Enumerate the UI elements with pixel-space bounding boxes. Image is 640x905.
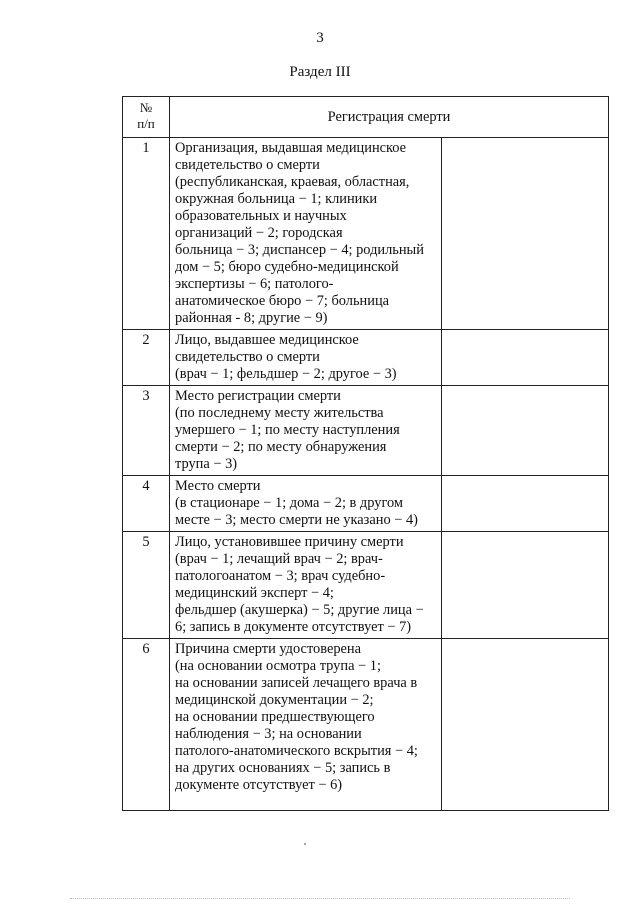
table-row: [123, 386, 609, 476]
row-number: 4: [123, 476, 170, 532]
row-description: [170, 532, 442, 639]
death-registration-table: [122, 96, 609, 811]
row-line: (врач − 1; лечащий врач − 2; врач-: [175, 551, 383, 567]
row-line: документе отсутствует − 6): [175, 777, 343, 793]
row-line: Место регистрации смерти: [175, 388, 341, 404]
row-value-cell[interactable]: [442, 639, 609, 811]
row-line: патологоанатом − 3; врач судебно-: [175, 568, 386, 584]
column-header-number-sign: №: [139, 100, 153, 115]
row-description: [170, 330, 442, 386]
row-line: медицинский эксперт − 4;: [175, 585, 334, 601]
row-value-cell[interactable]: [442, 386, 609, 476]
row-line: трупа − 3): [175, 456, 238, 472]
section-title: Раздел III: [289, 64, 351, 80]
row-line: на других основаниях − 5; запись в: [175, 760, 391, 776]
row-line: анатомическое бюро − 7; больница: [175, 293, 390, 309]
row-line: на основании записей лечащего врача в: [175, 675, 418, 691]
row-line: районная - 8; другие − 9): [175, 310, 328, 326]
column-header-number-abbr: п/п: [137, 116, 155, 131]
row-line: экспертизы − 6; патолого-: [175, 276, 334, 292]
scan-speck: [304, 843, 306, 845]
row-line: (по последнему месту жительства: [175, 405, 384, 421]
row-value-cell[interactable]: [442, 330, 609, 386]
row-line: медицинской документации − 2;: [175, 692, 374, 708]
row-line: смерти − 2; по месту обнаружения: [175, 439, 387, 455]
row-line: Лицо, установившее причину смерти: [175, 534, 404, 550]
column-header-number: [123, 97, 170, 138]
row-description: [170, 639, 442, 811]
row-description: [170, 138, 442, 330]
row-line: окружная больница − 1; клиники: [175, 191, 378, 207]
row-description: [170, 476, 442, 532]
page-number: 3: [316, 30, 324, 46]
row-line: организаций − 2; городская: [175, 225, 343, 241]
row-line: Лицо, выдавшее медицинское: [175, 332, 359, 348]
row-line: (в стационаре − 1; дома − 2; в другом: [175, 495, 404, 511]
column-header-title: Регистрация смерти: [170, 97, 609, 138]
row-number: 5: [123, 532, 170, 639]
table-row: [123, 138, 609, 330]
row-number: 3: [123, 386, 170, 476]
row-line: патолого-анатомического вскрытия − 4;: [175, 743, 418, 759]
row-description: [170, 386, 442, 476]
row-line: свидетельство о смерти: [175, 157, 320, 173]
row-line: образовательных и научных: [175, 208, 347, 224]
row-line: месте − 3; место смерти не указано − 4): [175, 512, 418, 528]
row-line: Организация, выдавшая медицинское: [175, 140, 407, 156]
row-line: свидетельство о смерти: [175, 349, 320, 365]
row-value-cell[interactable]: [442, 476, 609, 532]
row-number: 6: [123, 639, 170, 811]
table-row: [123, 476, 609, 532]
table-row: [123, 639, 609, 811]
row-line: больница − 3; диспансер − 4; родильный: [175, 242, 424, 258]
table-header-row: [123, 97, 609, 138]
row-line: дом − 5; бюро судебно-медицинской: [175, 259, 399, 275]
row-line: (на основании осмотра трупа − 1;: [175, 658, 381, 674]
row-line: Место смерти: [175, 478, 261, 494]
table-row: [123, 532, 609, 639]
row-line: умершего − 1; по месту наступления: [175, 422, 400, 438]
row-line: (республиканская, краевая, областная,: [175, 174, 410, 190]
row-line: 6; запись в документе отсутствует − 7): [175, 619, 412, 635]
row-line: (врач − 1; фельдшер − 2; другое − 3): [175, 366, 397, 382]
row-number: 2: [123, 330, 170, 386]
row-line: наблюдения − 3; на основании: [175, 726, 362, 742]
row-value-cell[interactable]: [442, 532, 609, 639]
row-line: на основании предшествующего: [175, 709, 375, 725]
row-value-cell[interactable]: [442, 138, 609, 330]
scan-edge-noise: [70, 898, 570, 899]
table-row: [123, 330, 609, 386]
row-number: 1: [123, 138, 170, 330]
row-line: Причина смерти удостоверена: [175, 641, 362, 657]
row-line: фельдшер (акушерка) − 5; другие лица −: [175, 602, 424, 618]
